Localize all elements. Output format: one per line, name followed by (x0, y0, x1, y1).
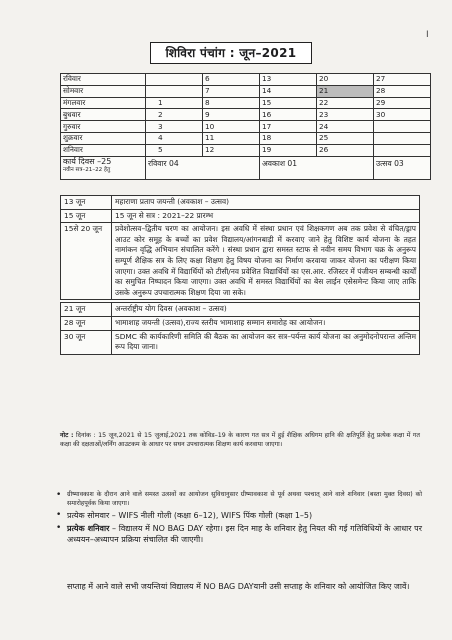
bullet-icon: • (56, 490, 62, 500)
date-cell: 8 (203, 97, 260, 109)
bullet-summer-festivals (56, 491, 422, 508)
event-row (61, 196, 420, 210)
date-cell: 5 (146, 144, 203, 156)
date-cell: 6 (203, 74, 260, 86)
event-date: 15से 20 जून (61, 223, 112, 300)
date-cell: 15 (260, 97, 317, 109)
calendar-row (61, 97, 431, 109)
event-row (61, 209, 420, 223)
date-cell: 7 (203, 85, 260, 97)
calendar-summary-row (61, 156, 431, 179)
date-cell: 19 (260, 144, 317, 156)
date-cell: 22 (317, 97, 374, 109)
calendar-row (61, 121, 431, 133)
date-cell: 18 (260, 132, 317, 144)
date-cell: 27 (374, 74, 431, 86)
bullet-text: – विद्यालय में NO BAG DAY रहेगा। इस दिन माह के शनिवार हेतु नियत की गई गतिविधियों के आधार पर अध्ययन–अध्यापन प्रक्रिया संचालित की जाएगी। (67, 524, 422, 545)
event-row (61, 316, 420, 330)
date-cell: 17 (260, 121, 317, 133)
calendar-grid (60, 73, 431, 180)
bullet-list (56, 491, 422, 547)
event-row (61, 223, 420, 300)
event-row (61, 303, 420, 317)
event-date: 28 जून (61, 316, 112, 330)
date-cell: 2 (146, 109, 203, 121)
weekday-label: शुक्रवार (61, 132, 146, 144)
note-label: नोट : (60, 432, 74, 439)
date-cell: 23 (317, 109, 374, 121)
sundays-count: रविवार 04 (146, 156, 260, 179)
calendar-row (61, 109, 431, 121)
date-cell (146, 74, 203, 86)
calendar-row (61, 85, 431, 97)
working-days-cell (61, 156, 146, 179)
date-cell: 26 (317, 144, 374, 156)
date-cell: 3 (146, 121, 203, 133)
date-cell: 4 (146, 132, 203, 144)
event-description: SDMC की कार्यकारिणी समिति की बैठक का आयोजन कर सत्र–पर्यन्त कार्य योजना का अनुमोदनोपरान्त अन्तिम रूप दिया जाना। (112, 330, 420, 354)
bullet-text: प्रत्येक सोमवार – WIFS नीली गोली (कक्षा 6–12), WIFS पिंक गोली (कक्षा 1–5) (67, 511, 313, 521)
bullet-icon: • (56, 510, 62, 521)
bullet-icon: • (56, 523, 62, 534)
working-days-note: नवीन सत्र–21–22 हेतु (63, 166, 111, 173)
weekday-label: गुरुवार (61, 121, 146, 133)
calendar-row (61, 132, 431, 144)
date-cell: 11 (203, 132, 260, 144)
date-cell: 25 (317, 132, 374, 144)
date-cell: 21 (317, 85, 374, 97)
event-description: प्रवेशोत्सव–द्वितीय चरण का आयोजन। इस अवधि में संस्था प्रधान एवं शिक्षकगण अब तक प्रवेश से वंचित/ड्राप आउट कोर समूह के बच्चों का प्रवेश विद्यालय/आंगनबाड़ी में करवाए जाने हेतु विशिष्ट कार्य योजना के तहत नामांकन वृद्धि अभियान संचालित करेंगे । संस्था प्रधान द्वारा समस्त स्टाफ से नवीन समय विभाग चक्र के अनुरूप सम्पूर्ण शैक्षिक सत्र के लिए कक्षा शिक्षण हेतु विषय योजना का निर्माण करवाया जाकर योजना का परीक्षण किया जाएगा। उक्त अवधि में विद्यार्थियों को टीसी/नव प्रवेशित विद्यार्थियों का एस.आर. रजिस्टर में पंजीयन सम्बन्धी कार्यों का समुचित निष्पादन किया जाएगा। उक्त अवधि में समस्त विद्यार्थियों का बेस लाईन एसेसमेन्ट किया जाए ताकि उसके अनुरूप उपचारात्मक शिक्षण दिया जा सके। (112, 223, 420, 300)
weekday-label: सोमवार (61, 85, 146, 97)
corner-mark: I (426, 30, 429, 40)
bullet-label: प्रत्येक शनिवार (67, 524, 110, 534)
date-cell (374, 121, 431, 133)
closing-paragraph: सप्ताह में आने वाले सभी जयन्तियां विद्यालय में NO BAG DAYयानी उसी सप्ताह के शनिवार को आयोजित किए जावें। (67, 582, 410, 591)
event-description: 15 जून से सत्र : 2021–22 प्रारम्भ (112, 209, 420, 223)
date-cell: 9 (203, 109, 260, 121)
event-description: अन्तर्राष्ट्रीय योग दिवस (अवकाश – उत्सव) (112, 303, 420, 317)
date-cell: 24 (317, 121, 374, 133)
note-paragraph (60, 432, 420, 449)
date-cell (146, 85, 203, 97)
event-date: 21 जून (61, 303, 112, 317)
date-cell: 12 (203, 144, 260, 156)
bullet-monday-wifs (56, 510, 422, 521)
bullet-text: ग्रीष्मावकाश के दौरान आने वाले समस्त उत्सवों का आयोजन सुविधानुसार ग्रीष्मावकाश से पूर्व अथवा पश्चात् आने वाले शनिवार (बस्ता मुक्त दिवस) को समारोहपूर्वक किया जाएगा। (67, 491, 422, 507)
date-cell: 13 (260, 74, 317, 86)
weekday-label: रविवार (61, 74, 146, 86)
date-cell: 16 (260, 109, 317, 121)
date-cell: 28 (374, 85, 431, 97)
calendar-row (61, 74, 431, 86)
note-text: दिनांक : 15 जून,2021 से 15 जुलाई,2021 तक कोविड–19 के कारण गत सत्र में हुई शैक्षिक अधिगम हानि की क्षतिपूर्ति हेतु प्रत्येक कक्षा में गत कक्षा की दक्षताओं/लर्निंग आउटकम के आधार पर सघन उपचारात्मक शिक्षण कार्य करवाया जाएगा। (60, 432, 420, 448)
events-table (60, 195, 420, 355)
event-date: 15 जून (61, 209, 112, 223)
calendar-row (61, 144, 431, 156)
event-description: महाराणा प्रताप जयन्ती (अवकाश – उत्सव) (112, 196, 420, 210)
event-row (61, 330, 420, 354)
weekday-label: बुधवार (61, 109, 146, 121)
festivals-count: उत्सव 03 (374, 156, 431, 179)
event-date: 30 जून (61, 330, 112, 354)
bullet-saturday-no-bag (56, 523, 422, 545)
weekday-label: शनिवार (61, 144, 146, 156)
event-date: 13 जून (61, 196, 112, 210)
date-cell (374, 132, 431, 144)
weekday-label: मंगलवार (61, 97, 146, 109)
event-description: भामाशाह जयन्ती (उत्सव),राज्य स्तरीय भामाशाह सम्मान समारोह का आयोजन। (112, 316, 420, 330)
date-cell: 10 (203, 121, 260, 133)
page-title: शिविरा पंचांग : जून–2021 (150, 42, 312, 64)
date-cell (374, 144, 431, 156)
working-days: कार्य दिवस –25 (63, 156, 112, 166)
date-cell: 20 (317, 74, 374, 86)
holidays-count: अवकाश 01 (260, 156, 374, 179)
date-cell: 14 (260, 85, 317, 97)
date-cell: 1 (146, 97, 203, 109)
date-cell: 30 (374, 109, 431, 121)
date-cell: 29 (374, 97, 431, 109)
